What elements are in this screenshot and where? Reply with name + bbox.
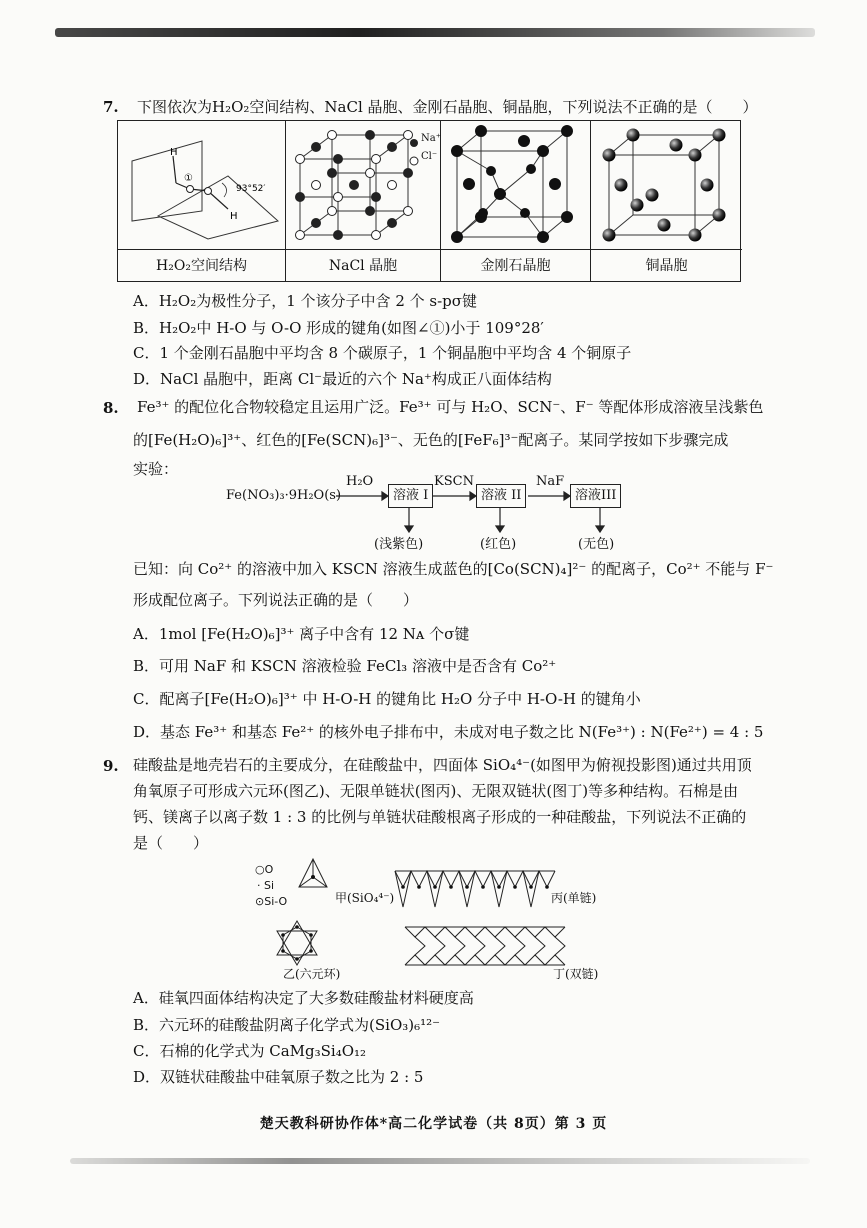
flow-box-solution-1: 溶液 I bbox=[388, 484, 433, 508]
flow-color-1: (浅紫色) bbox=[374, 537, 424, 552]
legend-silicon: · Si bbox=[257, 879, 275, 892]
q7-option-c: C．1 个金刚石晶胞中平均含 8 个碳原子，1 个铜晶胞中平均含 4 个铜原子 bbox=[133, 344, 632, 362]
flow-color-2: (红色) bbox=[480, 537, 517, 552]
legend-oxygen: ○O bbox=[255, 863, 274, 876]
flow-box-solution-2: 溶液 II bbox=[476, 484, 526, 508]
q7-option-d: D．NaCl 晶胞中，距离 Cl⁻最近的六个 Na⁺构成正八面体结构 bbox=[133, 370, 552, 388]
nacl-unit-cell-figure bbox=[286, 121, 441, 249]
q9-line1: 硅酸盐是地壳岩石的主要成分，在硅酸盐中，四面体 SiO₄⁴⁻(如图甲为俯视投影图)通过共用顶 bbox=[133, 756, 752, 774]
fig-label-bing: 丙(单链) bbox=[551, 891, 597, 905]
page-footer: 楚天教科研协作体*高二化学试卷（共 8页）第 3 页 bbox=[259, 1116, 608, 1132]
reagent-naf: NaF bbox=[536, 474, 565, 489]
h2o2-structure-figure bbox=[118, 121, 286, 249]
flow-box-solution-3: 溶液III bbox=[570, 484, 621, 508]
fig-label-ding: 丁(双链) bbox=[553, 967, 599, 981]
legend-cl: Cl⁻ bbox=[421, 151, 438, 162]
svg-text:H: H bbox=[170, 147, 178, 158]
fig-label-copper: 铜晶胞 bbox=[591, 249, 742, 281]
q8-option-b: B．可用 NaF 和 KSCN 溶液检验 FeCl₃ 溶液中是否含有 Co²⁺ bbox=[133, 657, 557, 675]
fig-label-yi: 乙(六元环) bbox=[283, 967, 341, 981]
flow-color-3: (无色) bbox=[578, 537, 615, 552]
q8-known-line2: 形成配位离子。下列说法正确的是（ ） bbox=[133, 591, 419, 609]
q8-number: 8. bbox=[103, 399, 119, 417]
q9-number: 9. bbox=[103, 757, 119, 775]
q9-line3: 钙、镁离子以离子数 1 : 3 的比例与单链状硅酸根离子形成的一种硅酸盐，下列说法不正确的 bbox=[133, 808, 747, 826]
q7-number: 7. bbox=[103, 98, 119, 116]
q8-option-c: C．配离子[Fe(H₂O)₆]³⁺ 中 H-O-H 的键角比 H₂O 分子中 H-O-H 的键角小 bbox=[133, 690, 641, 708]
q7-stem: 下图依次为H₂O₂空间结构、NaCl 晶胞、金刚石晶胞、铜晶胞，下列说法不正确的是（ ） bbox=[137, 98, 758, 116]
scan-edge-bottom bbox=[70, 1158, 810, 1164]
reagent-h2o: H₂O bbox=[346, 474, 374, 489]
q9-silicate-figure bbox=[255, 857, 625, 982]
q8-flow-diagram bbox=[226, 474, 646, 554]
q8-option-a: A．1mol [Fe(H₂O)₆]³⁺ 离子中含有 12 Nᴀ 个σ键 bbox=[133, 625, 470, 643]
h2o2-dihedral-label: 93°52′ bbox=[236, 184, 266, 194]
svg-text:H: H bbox=[230, 211, 238, 222]
q8-line1: Fe³⁺ 的配位化合物较稳定且运用广泛。Fe³⁺ 可与 H₂O、SCN⁻、F⁻ 等配体形成溶液呈浅紫色 bbox=[137, 398, 764, 416]
q7-figure-table bbox=[117, 120, 741, 282]
fig-label-h2o2: H₂O₂空间结构 bbox=[118, 249, 286, 281]
q9-option-c: C．石棉的化学式为 CaMg₃Si₄O₁₂ bbox=[133, 1042, 367, 1060]
h2o2-angle-marker: ① bbox=[184, 173, 193, 184]
fig-label-nacl: NaCl 晶胞 bbox=[286, 249, 441, 281]
legend-si-o: ⊙Si-O bbox=[255, 895, 288, 908]
q9-option-d: D．双链状硅酸盐中硅氧原子数之比为 2 : 5 bbox=[133, 1068, 424, 1086]
fig-label-jia: 甲(SiO₄⁴⁻) bbox=[335, 891, 395, 905]
flow-start: Fe(NO₃)₃·9H₂O(s) bbox=[226, 488, 342, 503]
q8-option-d: D．基态 Fe³⁺ 和基态 Fe²⁺ 的核外电子排布中，未成对电子数之比 N(Fe³⁺) : N(Fe²⁺) = 4 : 5 bbox=[133, 723, 764, 741]
scan-edge-top bbox=[55, 28, 815, 37]
q7-option-a: A．H₂O₂为极性分子，1 个该分子中含 2 个 s-pσ键 bbox=[133, 292, 478, 310]
legend-na: Na⁺ bbox=[421, 133, 441, 144]
q9-option-b: B．六元环的硅酸盐阴离子化学式为(SiO₃)₆¹²⁻ bbox=[133, 1016, 441, 1034]
q8-known-line1: 已知：向 Co²⁺ 的溶液中加入 KSCN 溶液生成蓝色的[Co(SCN)₄]²⁻ 的配离子，Co²⁺ 不能与 F⁻ bbox=[133, 560, 774, 578]
reagent-kscn: KSCN bbox=[434, 474, 474, 489]
q8-line2: 的[Fe(H₂O)₆]³⁺、红色的[Fe(SCN)₆]³⁻、无色的[FeF₆]³⁻配离子。某同学按如下步骤完成 bbox=[133, 431, 729, 449]
fig-label-diamond: 金刚石晶胞 bbox=[441, 249, 591, 281]
copper-unit-cell-figure bbox=[591, 121, 742, 249]
q9-line2: 角氧原子可形成六元环(图乙)、无限单链状(图丙)、无限双链状(图丁)等多种结构。石棉是由 bbox=[133, 782, 739, 800]
q9-line4: 是（ ） bbox=[133, 834, 209, 852]
diamond-unit-cell-figure bbox=[441, 121, 591, 249]
q7-option-b: B．H₂O₂中 H-O 与 O-O 形成的键角(如图∠①)小于 109°28′ bbox=[133, 319, 544, 337]
q8-line3: 实验： bbox=[133, 460, 179, 478]
q9-option-a: A．硅氧四面体结构决定了大多数硅酸盐材料硬度高 bbox=[133, 989, 474, 1007]
